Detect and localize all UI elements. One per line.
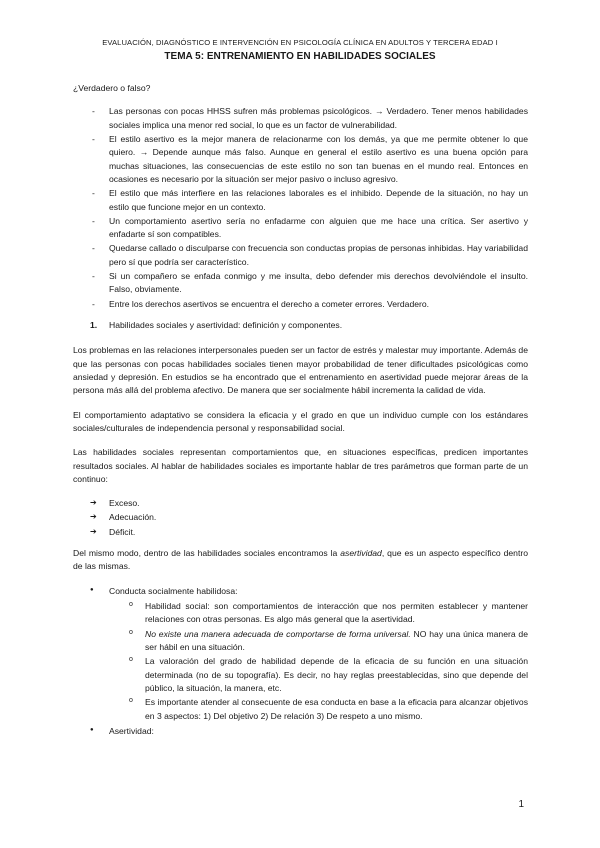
sub-bullet-item: o La valoración del grado de habilidad depende de la eficacia de su función en una situación determinada (no de su topografía). Es decir, no hay reglas preestablecidas, sino que depende del público, la situación, la manera, etc. bbox=[109, 655, 528, 695]
quiz-item: - Entre los derechos asertivos se encuentra el derecho a cometer errores. Verdadero. bbox=[73, 298, 528, 311]
bullet-item bbox=[73, 725, 528, 738]
continuum-item: ➔ Adecuación. bbox=[73, 511, 528, 524]
asertividad-paragraph bbox=[73, 547, 528, 574]
quiz-list bbox=[73, 105, 528, 311]
quiz-question: ¿Verdadero o falso? bbox=[73, 83, 151, 93]
paragraph: El comportamiento adaptativo se considera la eficacia y el grado en que un individuo cumple con los estándares sociales/culturales de independencia personal y responsabilidad social. bbox=[73, 409, 528, 433]
quiz-item: - El estilo asertivo es la mejor manera de relacionarme con los demás, ya que me permite obtener lo que quiero. → Depende aunque más falso. Aunque en general el estilo asertivo es una buena opción para muchas situaciones, las consecuencias de este estilo no son tan buenas en el mundo real. Entonces en ocasiones es necesario por la situación ser mejor pasivo o incluso agresivo. bbox=[73, 133, 528, 186]
sub-bullet-item bbox=[109, 628, 528, 655]
quiz-item: - El estilo que más interfiere en las relaciones laborales es el inhibido. Depende de la situación, no hay un estilo que funcione mejor en un contexto. bbox=[73, 187, 528, 214]
bullet-title: Conducta socialmente habilidosa: bbox=[109, 585, 238, 596]
sub-bullet-list bbox=[109, 600, 528, 723]
continuum-list bbox=[73, 497, 528, 539]
paragraph: Las habilidades sociales representan comportamientos que, en situaciones específicas, predicen importantes resultados sociales. Al hablar de habilidades sociales es importante hablar de tres parámetros que forman parte de un continuo: bbox=[73, 447, 528, 484]
quiz-item: - Si un compañero se enfada conmigo y me insulta, debo defender mis derechos devolviéndole el insulto. Falso, obviamente. bbox=[73, 270, 528, 297]
bullet-item bbox=[73, 585, 528, 723]
bullet-title: Asertividad: bbox=[109, 725, 154, 736]
text-run: NO hay una única manera de ser hábil en una situación. bbox=[145, 628, 528, 652]
page-number: 1 bbox=[518, 799, 524, 810]
text-run: Del mismo modo, dentro de las habilidades sociales encontramos la bbox=[73, 548, 341, 559]
asertividad-term: asertividad bbox=[340, 548, 382, 559]
quiz-item: - Quedarse callado o disculparse con frecuencia son conductas propias de personas inhibidas. Hay variabilidad pero sí que podría ser característico. bbox=[73, 242, 528, 269]
bullet-list bbox=[73, 585, 528, 738]
section-heading bbox=[73, 319, 528, 332]
document-body bbox=[73, 82, 528, 738]
paragraph: Los problemas en las relaciones interpersonales pueden ser un factor de estrés y malestar muy importante. Además de que las personas con pocas habilidades sociales tienen mayor probabilidad de tener dificultades psicológicas como ansiedad y depresión. En estudios se ha encontrado que el entrenamiento en asertividad puede mejorar áreas de la persona más allá del problema afectivo. De manera que ser socialmente hábil incrementa la calidad de vida. bbox=[73, 345, 528, 396]
page-title: TEMA 5: ENTRENAMIENTO EN HABILIDADES SOCIALES bbox=[164, 51, 436, 62]
quiz-item: - Las personas con pocas HHSS sufren más problemas psicológicos. → Verdadero. Tener menos habilidades sociales implica una menor red social, lo que es un factor de vulnerabilidad. bbox=[73, 105, 528, 132]
quiz-item: - Un comportamiento asertivo sería no enfadarme con alguien que me hace una crítica. Ser asertivo y enfadarte sí son compatibles. bbox=[73, 215, 528, 242]
sub-bullet-item: o Es importante atender al consecuente de esa conducta en base a la eficacia para alcanzar objetivos en 3 aspectos: 1) Del objetivo 2) De relación 3) De respeto a uno mismo. bbox=[109, 696, 528, 723]
section-title: Habilidades sociales y asertividad: definición y componentes. bbox=[109, 320, 343, 330]
continuum-item: ➔ Exceso. bbox=[73, 497, 528, 510]
continuum-item: ➔ Déficit. bbox=[73, 526, 528, 539]
course-header: EVALUACIÓN, DIAGNÓSTICO E INTERVENCIÓN EN PSICOLOGÍA CLÍNICA EN ADULTOS Y TERCERA EDAD I bbox=[102, 38, 498, 47]
sub-bullet-item: o Habilidad social: son comportamientos de interacción que nos permiten establecer y mantener relaciones con otras personas. Es algo más general que la asertividad. bbox=[109, 600, 528, 627]
italic-text: No existe una manera adecuada de comportarse de forma universal. bbox=[145, 628, 411, 639]
section-number: 1. bbox=[90, 320, 98, 330]
text-run: , que es un aspecto específico dentro de las mismas. bbox=[73, 548, 528, 572]
